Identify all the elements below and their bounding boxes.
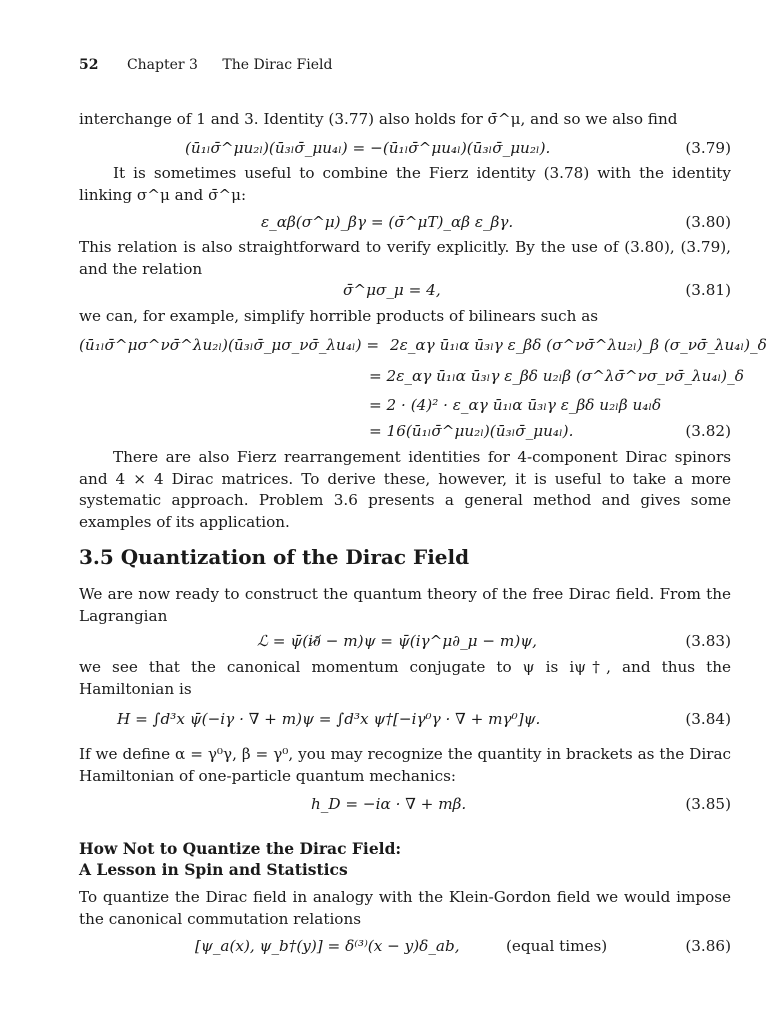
equation-3-82-line-2 — [79, 364, 744, 388]
paragraph-2: It is sometimes useful to combine the Fierz identity (3.78) with the identity linking σ^μ and σ̄^μ: — [79, 164, 731, 204]
equation-3-82-line-1 — [79, 333, 767, 357]
equation-body: ℒ = ψ̄(i∂̸ − m)ψ = ψ̄(iγ^μ∂_μ − m)ψ, — [257, 632, 537, 650]
paragraph-9: To quantize the Dirac field in analogy with the Klein-Gordon field we would impose the canonical commutation relations — [79, 888, 731, 928]
equation-body: h_D = −iα · ∇ + mβ. — [311, 795, 467, 813]
section-heading: 3.5 Quantization of the Dirac Field — [79, 545, 470, 569]
equation-3-81 — [79, 278, 731, 302]
chapter-label: Chapter 3 — [126, 57, 198, 73]
subsection-heading-line-2: A Lesson in Spin and Statistics — [79, 860, 348, 879]
equation-3-82-line-3 — [79, 393, 731, 417]
paragraph-1: interchange of 1 and 3. Identity (3.77) also holds for σ̄^μ, and so we also find — [79, 110, 678, 128]
equation-rhs-3: = 2 · (4)² · ε_αγ ū₁ₗα ū₃ₗγ ε_βδ u₂ₗβ u₄ₗδ — [369, 396, 662, 414]
page-number: 52 — [79, 57, 99, 73]
equation-number: (3.82) — [685, 422, 731, 440]
equation-number: (3.86) — [685, 937, 731, 955]
equation-body: ε_αβ(σ^μ)_βγ = (σ̄^μT)_αβ ε_βγ. — [261, 213, 514, 231]
equation-number: (3.85) — [685, 795, 731, 813]
equation-number: (3.80) — [685, 213, 731, 231]
paragraph-5: There are also Fierz rearrangement identities for 4-component Dirac spinors and 4 × 4 Dirac matrices. To derive these, however, it is useful to take a more systematic approach. Problem 3.6 presents a general method and gives some examples of its application. — [79, 448, 731, 531]
equation-3-85 — [79, 792, 731, 816]
equation-3-83 — [79, 629, 731, 653]
chapter-title: The Dirac Field — [222, 57, 333, 73]
equation-rhs-2: = 2ε_αγ ū₁ₗα ū₃ₗγ ε_βδ u₂ₗβ (σ^λσ̄^νσ_νσ̄_λu₄ₗ)_δ — [369, 367, 744, 385]
paragraph-6: We are now ready to construct the quantum theory of the free Dirac field. From the Lagrangian — [79, 585, 731, 625]
equation-3-79 — [79, 136, 731, 160]
equation-number: (3.81) — [685, 281, 731, 299]
equation-3-82-line-4 — [79, 419, 731, 443]
equation-number: (3.84) — [685, 710, 731, 728]
subsection-heading-line-1: How Not to Quantize the Dirac Field: — [79, 839, 402, 858]
equation-lhs: (ū₁ₗσ̄^μσ^νσ̄^λu₂ₗ)(ū₃ₗσ̄_μσ_νσ̄_λu₄ₗ) = — [79, 336, 380, 354]
equation-number: (3.83) — [685, 632, 731, 650]
paragraph-8: If we define α = γ⁰γ, β = γ⁰, you may recognize the quantity in brackets as the Dirac Hamiltonian of one-particle quantum mechanics: — [79, 745, 731, 785]
equation-condition: (equal times) — [506, 937, 608, 955]
equation-body: H = ∫d³x ψ̄(−iγ · ∇ + m)ψ = ∫d³x ψ†[−iγ⁰γ · ∇ + mγ⁰]ψ. — [117, 710, 541, 728]
equation-3-80 — [79, 210, 731, 234]
equation-rhs-1: 2ε_αγ ū₁ₗα ū₃ₗγ ε_βδ (σ^νσ̄^λu₂ₗ)_β (σ_νσ̄_λu₄ₗ)_δ — [390, 336, 767, 354]
running-header — [79, 57, 332, 73]
paragraph-3: This relation is also straightforward to verify explicitly. By the use of (3.80), (3.79), and the relation — [79, 238, 731, 278]
paragraph-7: we see that the canonical momentum conjugate to ψ is iψ†, and thus the Hamiltonian is — [79, 658, 731, 698]
paragraph-4: we can, for example, simplify horrible products of bilinears such as — [79, 307, 599, 325]
equation-3-84 — [79, 707, 731, 731]
equation-3-86 — [79, 934, 731, 958]
equation-number: (3.79) — [685, 139, 731, 157]
equation-body: (ū₁ₗσ̄^μu₂ₗ)(ū₃ₗσ̄_μu₄ₗ) = −(ū₁ₗσ̄^μu₄ₗ)(ū₃ₗσ̄_μu₂ₗ). — [185, 139, 551, 157]
equation-body: [ψ_a(x), ψ_b†(y)] = δ⁽³⁾(x − y)δ_ab, — [195, 937, 460, 955]
equation-rhs-4: = 16(ū₁ₗσ̄^μu₂ₗ)(ū₃ₗσ̄_μu₄ₗ). — [369, 422, 574, 440]
equation-body: σ̄^μσ_μ = 4, — [343, 281, 441, 299]
